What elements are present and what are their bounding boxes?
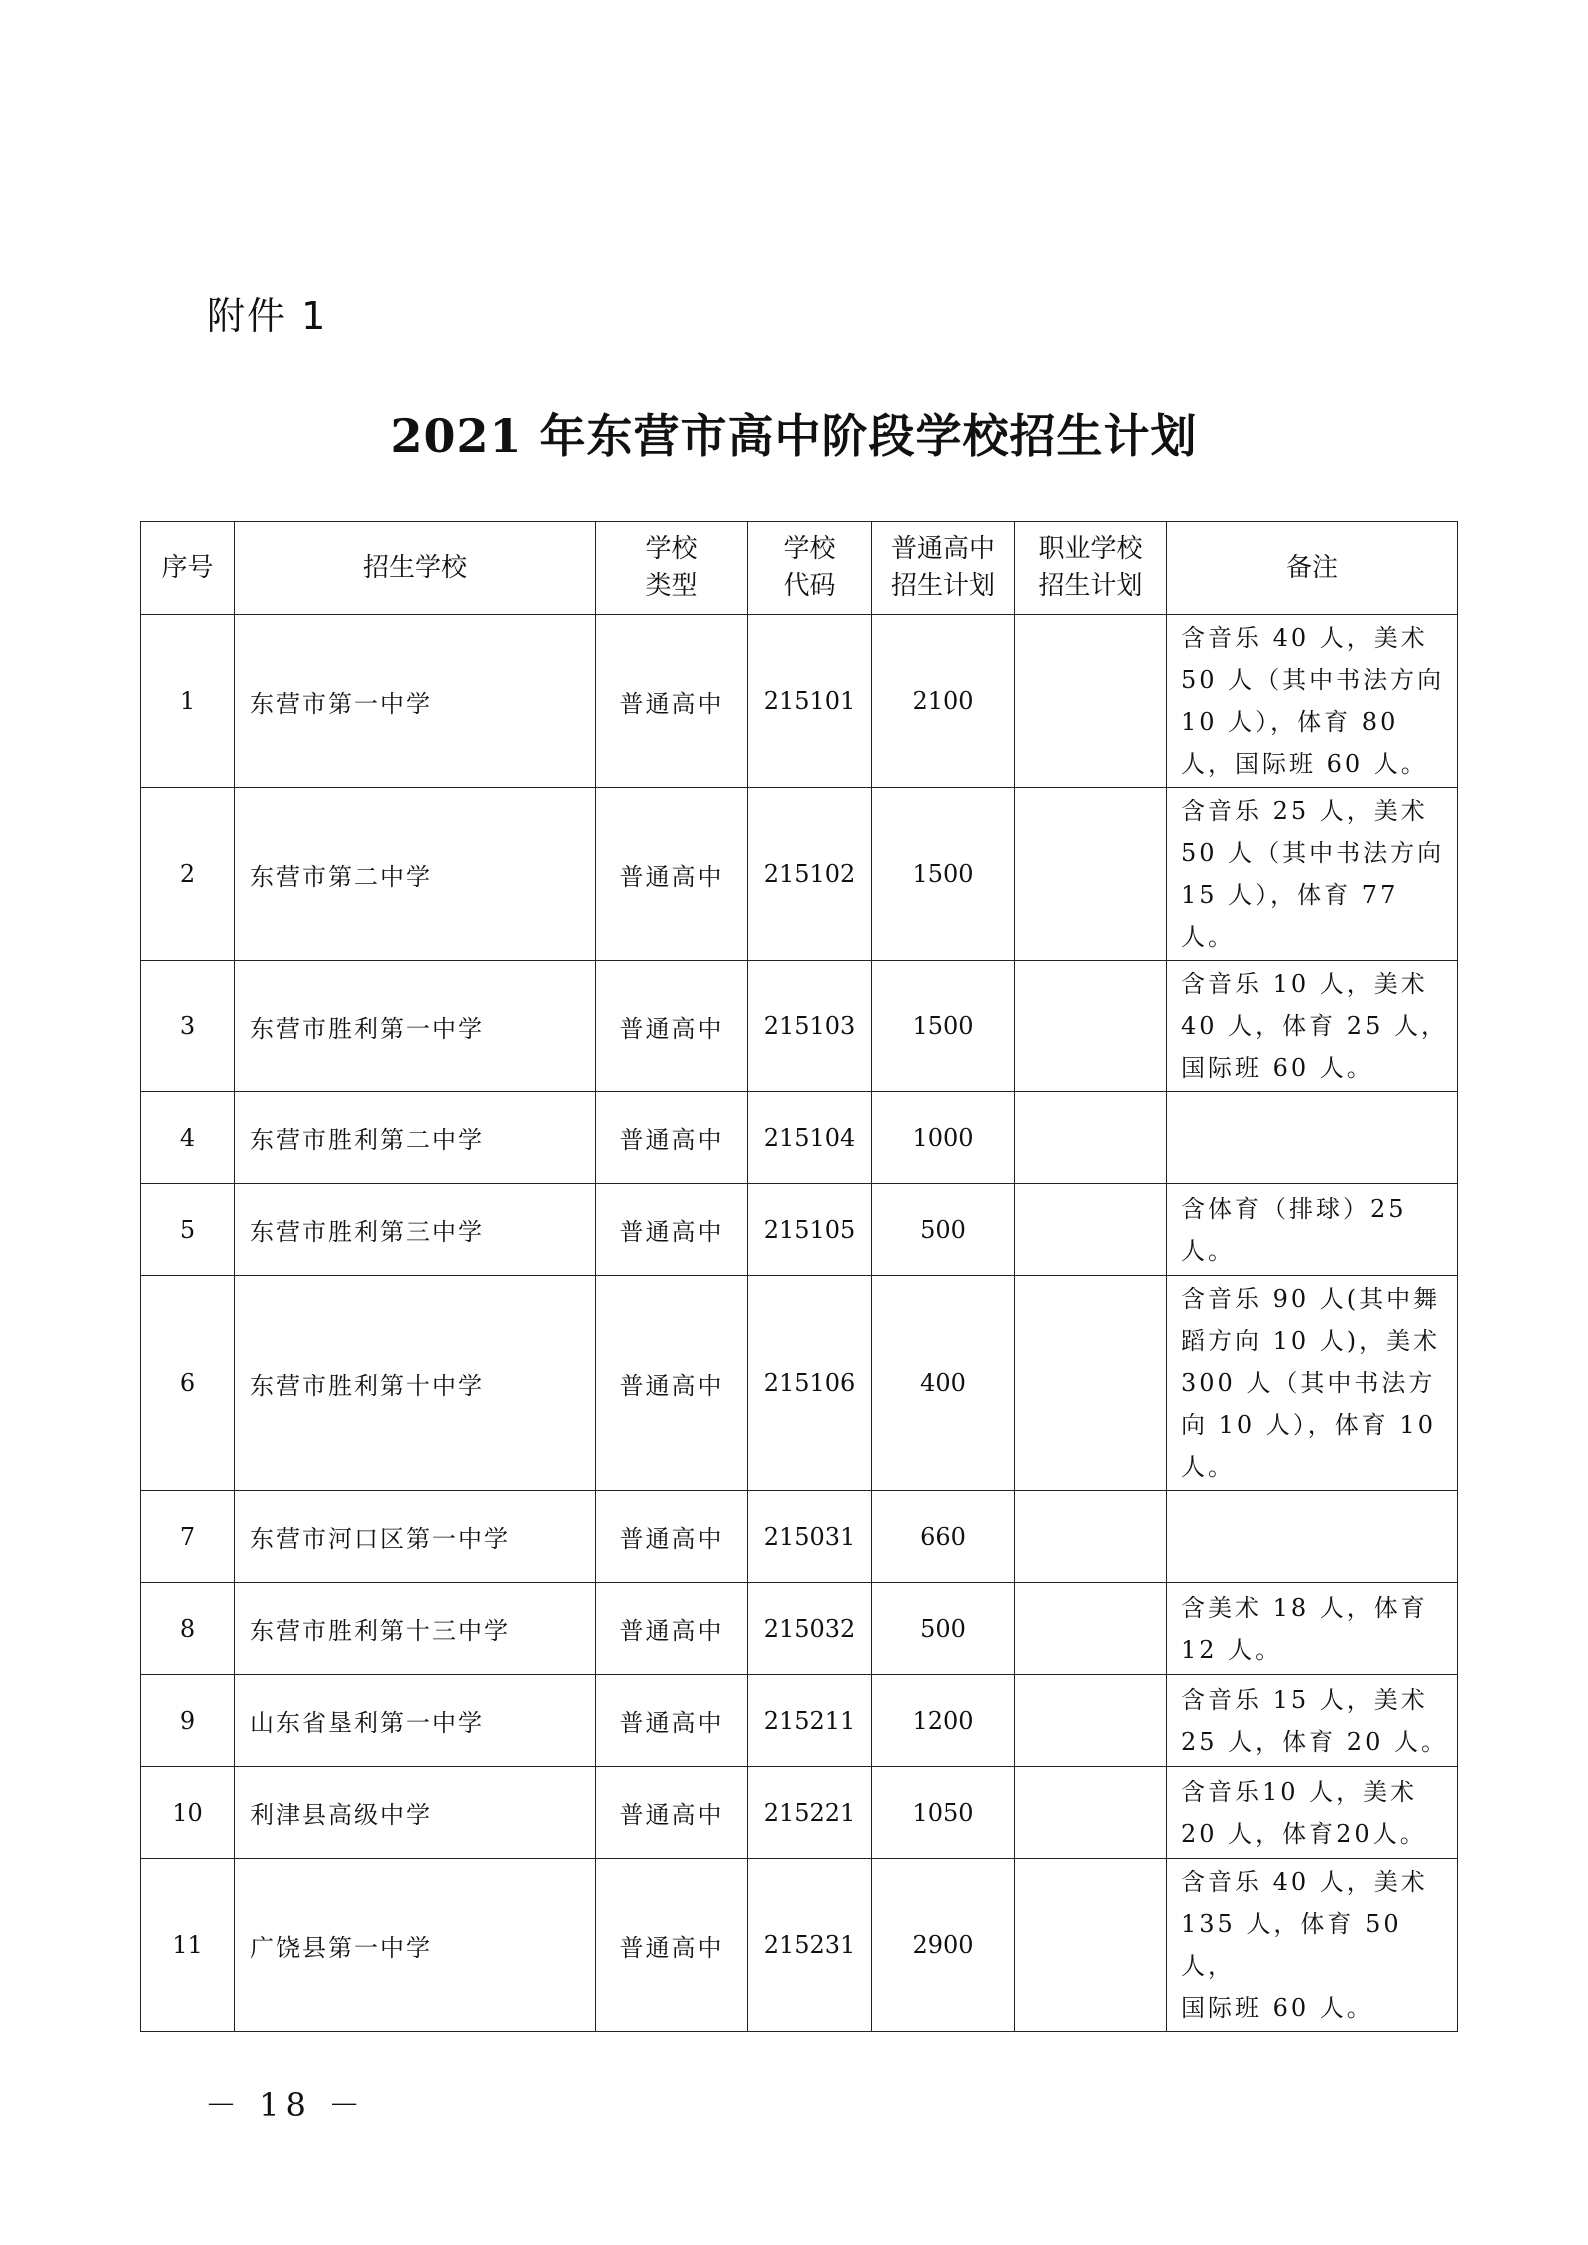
cell-school-type: 普通高中 [596,1184,748,1276]
cell-school-type: 普通高中 [596,615,748,788]
header-school-type: 学校 类型 [596,522,748,615]
cell-general-plan: 660 [872,1491,1015,1583]
note-line: 135 人，体育 50 人， [1181,1910,1402,1980]
cell-school-name: 东营市第二中学 [235,788,596,961]
cell-serial-no: 9 [141,1675,235,1767]
table-row [141,1583,1458,1675]
cell-general-plan: 1500 [872,788,1015,961]
table-body [141,615,1458,2032]
cell-school-code: 215032 [748,1583,872,1675]
note-line: 50 人（其中书法方向 [1181,666,1445,694]
cell-vocational-plan [1015,961,1167,1092]
cell-vocational-plan [1015,1184,1167,1276]
note-line: 含音乐 15 人，美术 [1181,1685,1428,1714]
cell-notes [1167,1767,1458,1859]
cell-school-type: 普通高中 [596,1859,748,2032]
cell-school-code: 215231 [748,1859,872,2032]
cell-school-name: 山东省垦利第一中学 [235,1675,596,1767]
note-line: 人。 [1181,1236,1235,1265]
cell-school-type: 普通高中 [596,1276,748,1491]
cell-school-type: 普通高中 [596,1583,748,1675]
cell-school-name: 东营市第一中学 [235,615,596,788]
cell-school-type: 普通高中 [596,1767,748,1859]
cell-serial-no: 8 [141,1583,235,1675]
cell-vocational-plan [1015,1767,1167,1859]
cell-serial-no: 6 [141,1276,235,1491]
note-line: 300 人（其中书法方 [1181,1369,1436,1397]
cell-school-name: 利津县高级中学 [235,1767,596,1859]
note-line: 含音乐 90 人(其中舞 [1181,1285,1441,1313]
cell-serial-no: 4 [141,1092,235,1184]
note-line: 含音乐 10 人，美术 [1181,970,1428,998]
cell-school-code: 215106 [748,1276,872,1491]
cell-school-type: 普通高中 [596,1092,748,1184]
cell-school-code: 215104 [748,1092,872,1184]
cell-notes [1167,1583,1458,1675]
cell-school-code: 215105 [748,1184,872,1276]
cell-vocational-plan [1015,1583,1167,1675]
cell-general-plan: 1200 [872,1675,1015,1767]
note-line: 12 人。 [1181,1635,1283,1664]
cell-school-type: 普通高中 [596,1491,748,1583]
cell-notes [1167,1092,1458,1184]
cell-school-name: 东营市胜利第十中学 [235,1276,596,1491]
enrollment-plan-table [140,521,1458,2032]
table-row [141,1276,1458,1491]
cell-general-plan: 1050 [872,1767,1015,1859]
cell-school-name: 东营市胜利第一中学 [235,961,596,1092]
header-notes: 备注 [1167,522,1458,615]
cell-vocational-plan [1015,1092,1167,1184]
cell-vocational-plan [1015,1675,1167,1767]
note-line: 含音乐 25 人，美术 [1181,797,1428,825]
header-school-code: 学校 代码 [748,522,872,615]
table-row [141,1491,1458,1583]
cell-school-code: 215101 [748,615,872,788]
cell-notes [1167,1276,1458,1491]
cell-school-code: 215103 [748,961,872,1092]
note-line: 含美术 18 人，体育 [1181,1593,1428,1622]
cell-serial-no: 11 [141,1859,235,2032]
cell-notes [1167,615,1458,788]
note-line: 25 人，体育 20 人。 [1181,1727,1448,1756]
cell-notes [1167,1491,1458,1583]
header-school: 招生学校 [235,522,596,615]
cell-general-plan: 400 [872,1276,1015,1491]
table-row [141,961,1458,1092]
note-line: 10 人），体育 80 [1181,708,1399,736]
table-row [141,788,1458,961]
note-line: 50 人（其中书法方向 [1181,839,1445,867]
cell-notes [1167,961,1458,1092]
note-line: 向 10 人），体育 10 [1181,1411,1436,1439]
cell-vocational-plan [1015,1276,1167,1491]
table-row [141,1092,1458,1184]
page-number: － 18 － [205,2086,367,2124]
note-line: 国际班 60 人。 [1181,1054,1374,1082]
header-general-plan: 普通高中 招生计划 [872,522,1015,615]
note-line: 含音乐 40 人，美术 [1181,1868,1428,1896]
cell-general-plan: 1500 [872,961,1015,1092]
cell-school-code: 215102 [748,788,872,961]
cell-school-code: 215031 [748,1491,872,1583]
document-title: 2021 年东营市高中阶段学校招生计划 [390,409,1198,463]
cell-vocational-plan [1015,1859,1167,2032]
note-line: 含音乐 40 人，美术 [1181,624,1428,652]
table-header-row [141,522,1458,615]
cell-general-plan: 1000 [872,1092,1015,1184]
cell-general-plan: 500 [872,1184,1015,1276]
cell-serial-no: 1 [141,615,235,788]
cell-school-type: 普通高中 [596,961,748,1092]
cell-notes [1167,1184,1458,1276]
cell-general-plan: 2100 [872,615,1015,788]
cell-serial-no: 2 [141,788,235,961]
cell-vocational-plan [1015,1491,1167,1583]
note-line: 人。 [1181,1453,1235,1481]
cell-school-name: 东营市胜利第十三中学 [235,1583,596,1675]
cell-school-name: 东营市河口区第一中学 [235,1491,596,1583]
cell-school-type: 普通高中 [596,1675,748,1767]
cell-school-name: 东营市胜利第三中学 [235,1184,596,1276]
table-row [141,1184,1458,1276]
table-row [141,1767,1458,1859]
cell-school-type: 普通高中 [596,788,748,961]
cell-vocational-plan [1015,615,1167,788]
header-vocational-plan: 职业学校 招生计划 [1015,522,1167,615]
note-line: 15 人），体育 77 [1181,881,1399,909]
cell-serial-no: 10 [141,1767,235,1859]
table-row [141,1675,1458,1767]
cell-school-code: 215211 [748,1675,872,1767]
cell-serial-no: 3 [141,961,235,1092]
cell-school-name: 东营市胜利第二中学 [235,1092,596,1184]
note-line: 40 人，体育 25 人， [1181,1012,1448,1040]
cell-school-code: 215221 [748,1767,872,1859]
note-line: 20 人，体育20人。 [1181,1819,1427,1848]
note-line: 人，国际班 60 人。 [1181,750,1428,778]
cell-general-plan: 2900 [872,1859,1015,2032]
note-line: 含音乐10 人，美术 [1181,1777,1418,1806]
note-line: 含体育（排球）25 [1181,1194,1407,1223]
cell-notes [1167,788,1458,961]
table-row [141,1859,1458,2032]
cell-serial-no: 5 [141,1184,235,1276]
cell-serial-no: 7 [141,1491,235,1583]
note-line: 国际班 60 人。 [1181,1994,1374,2022]
header-serial-no: 序号 [141,522,235,615]
cell-notes [1167,1859,1458,2032]
cell-vocational-plan [1015,788,1167,961]
cell-notes [1167,1675,1458,1767]
cell-school-name: 广饶县第一中学 [235,1859,596,2032]
attachment-label: 附件 1 [207,294,328,338]
table-row [141,615,1458,788]
note-line: 人。 [1181,923,1235,951]
note-line: 蹈方向 10 人)，美术 [1181,1327,1441,1355]
cell-general-plan: 500 [872,1583,1015,1675]
